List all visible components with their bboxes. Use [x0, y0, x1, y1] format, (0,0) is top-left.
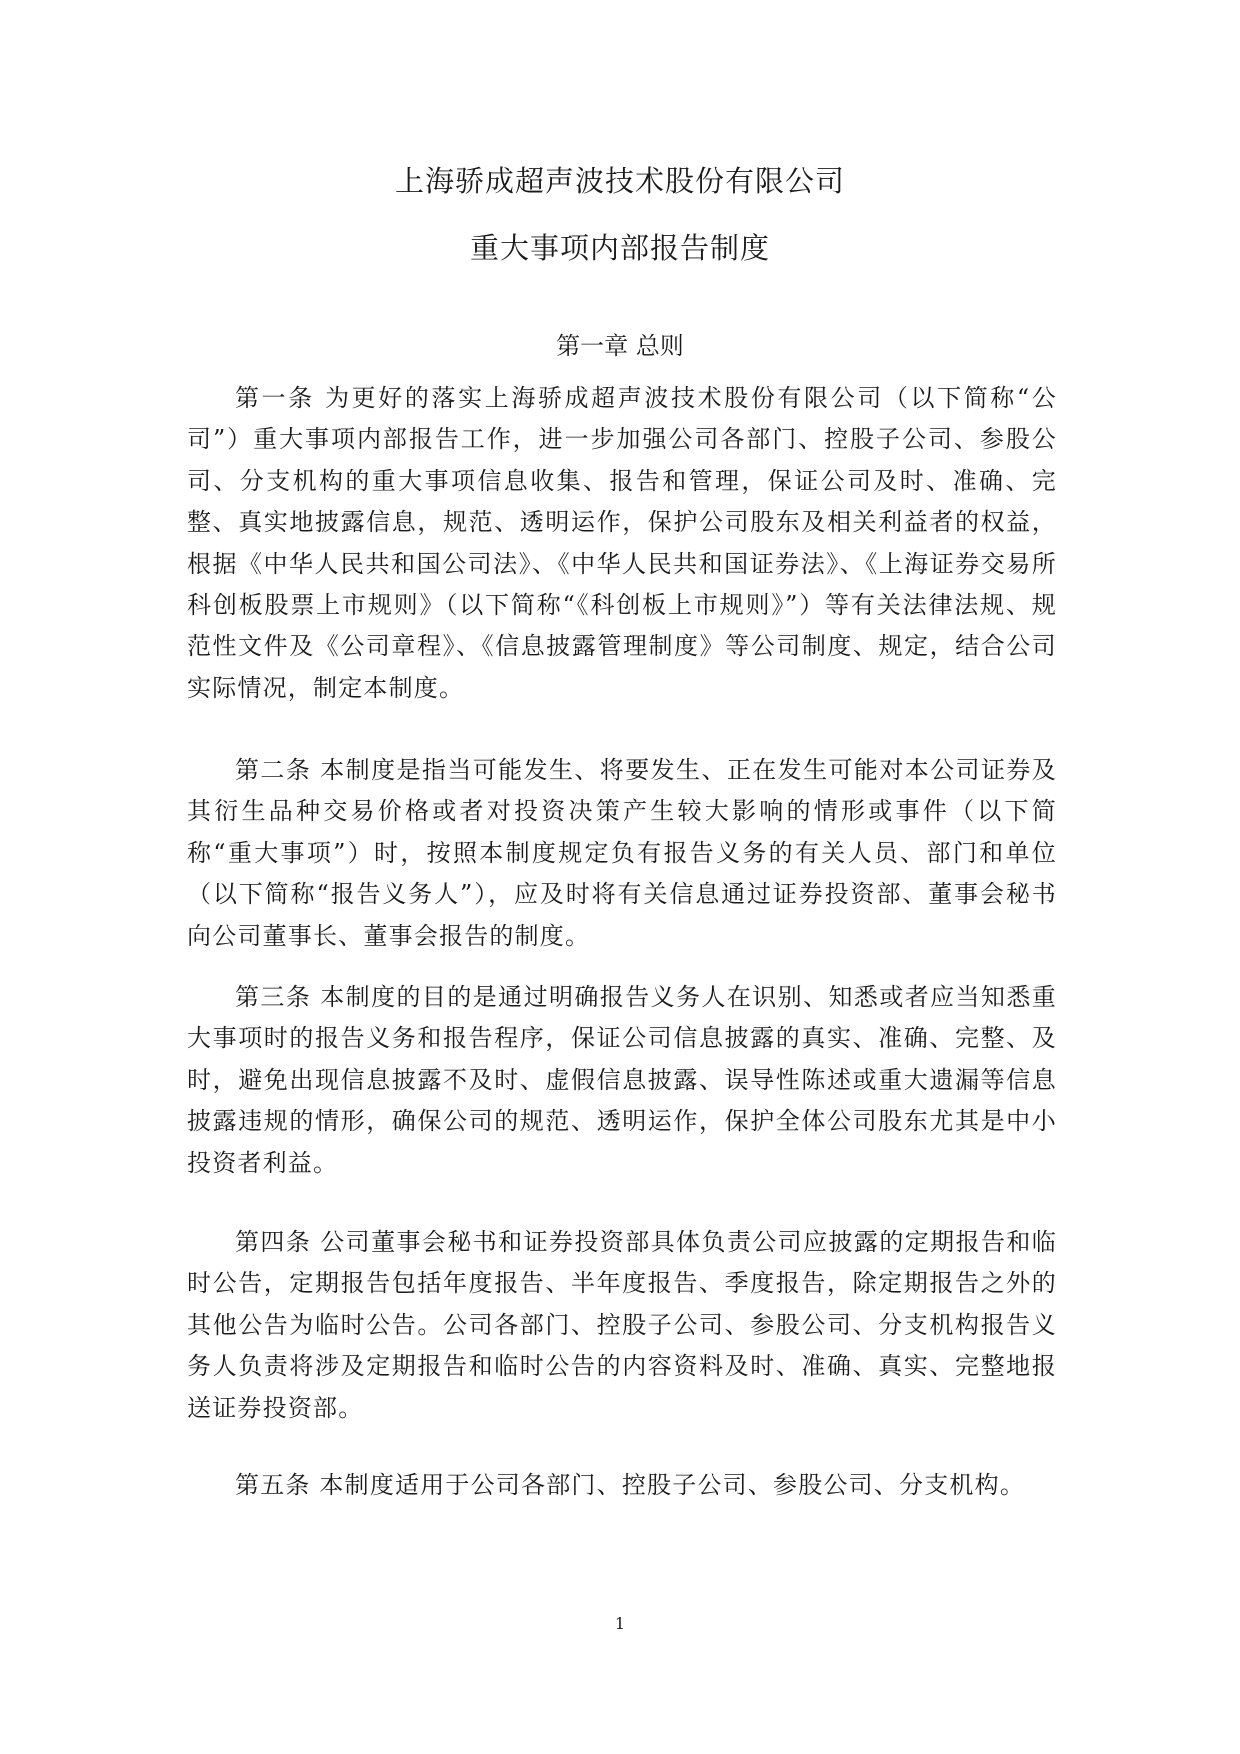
document-title: 重大事项内部报告制度	[469, 231, 770, 265]
company-title: 上海骄成超声波技术股份有限公司	[394, 164, 845, 198]
article-4: 第四条 公司董事会秘书和证券投资部具体负责公司应披露的定期报告和临时公告，定期报告包括年度报告、半年度报告、季度报告，除定期报告之外的其他公告为临时公告。公司各部门、控股子公司、参股公司、分支机构报告义务人负责将涉及定期报告和临时公告的内容资料及时、准确、真实、完整地报送证券投资部。	[187, 1228, 1057, 1422]
article-1: 第一条 为更好的落实上海骄成超声波技术股份有限公司（以下简称“公司”）重大事项内部报告工作，进一步加强公司各部门、控股子公司、参股公司、分支机构的重大事项信息收集、报告和管理，保证公司及时、准确、完整、真实地披露信息，规范、透明运作，保护公司股东及相关利益者的权益，根据《中华人民共和国公司法》、《中华人民共和国证券法》、《上海证券交易所科创板股票上市规则》（以下简称“《科创板上市规则》”）等有关法律法规、规范性文件及《公司章程》、《信息披露管理制度》等公司制度、规定，结合公司实际情况，制定本制度。	[187, 384, 1057, 702]
page-number: 1	[614, 1614, 626, 1633]
article-2: 第二条 本制度是指当可能发生、将要发生、正在发生可能对本公司证券及其衍生品种交易价格或者对投资决策产生较大影响的情形或事件（以下简称“重大事项”）时，按照本制度规定负有报告义务的有关人员、部门和单位（以下简称“报告义务人”），应及时将有关信息通过证券投资部、董事会秘书向公司董事长、董事会报告的制度。	[187, 756, 1057, 950]
article-3: 第三条 本制度的目的是通过明确报告义务人在识别、知悉或者应当知悉重大事项时的报告义务和报告程序，保证公司信息披露的真实、准确、完整、及时，避免出现信息披露不及时、虚假信息披露、误导性陈述或重大遗漏等信息披露违规的情形，确保公司的规范、透明运作，保护全体公司股东尤其是中小投资者利益。	[187, 983, 1057, 1177]
chapter-heading: 第一章 总则	[556, 332, 684, 360]
article-5: 第五条 本制度适用于公司各部门、控股子公司、参股公司、分支机构。	[235, 1471, 1026, 1499]
